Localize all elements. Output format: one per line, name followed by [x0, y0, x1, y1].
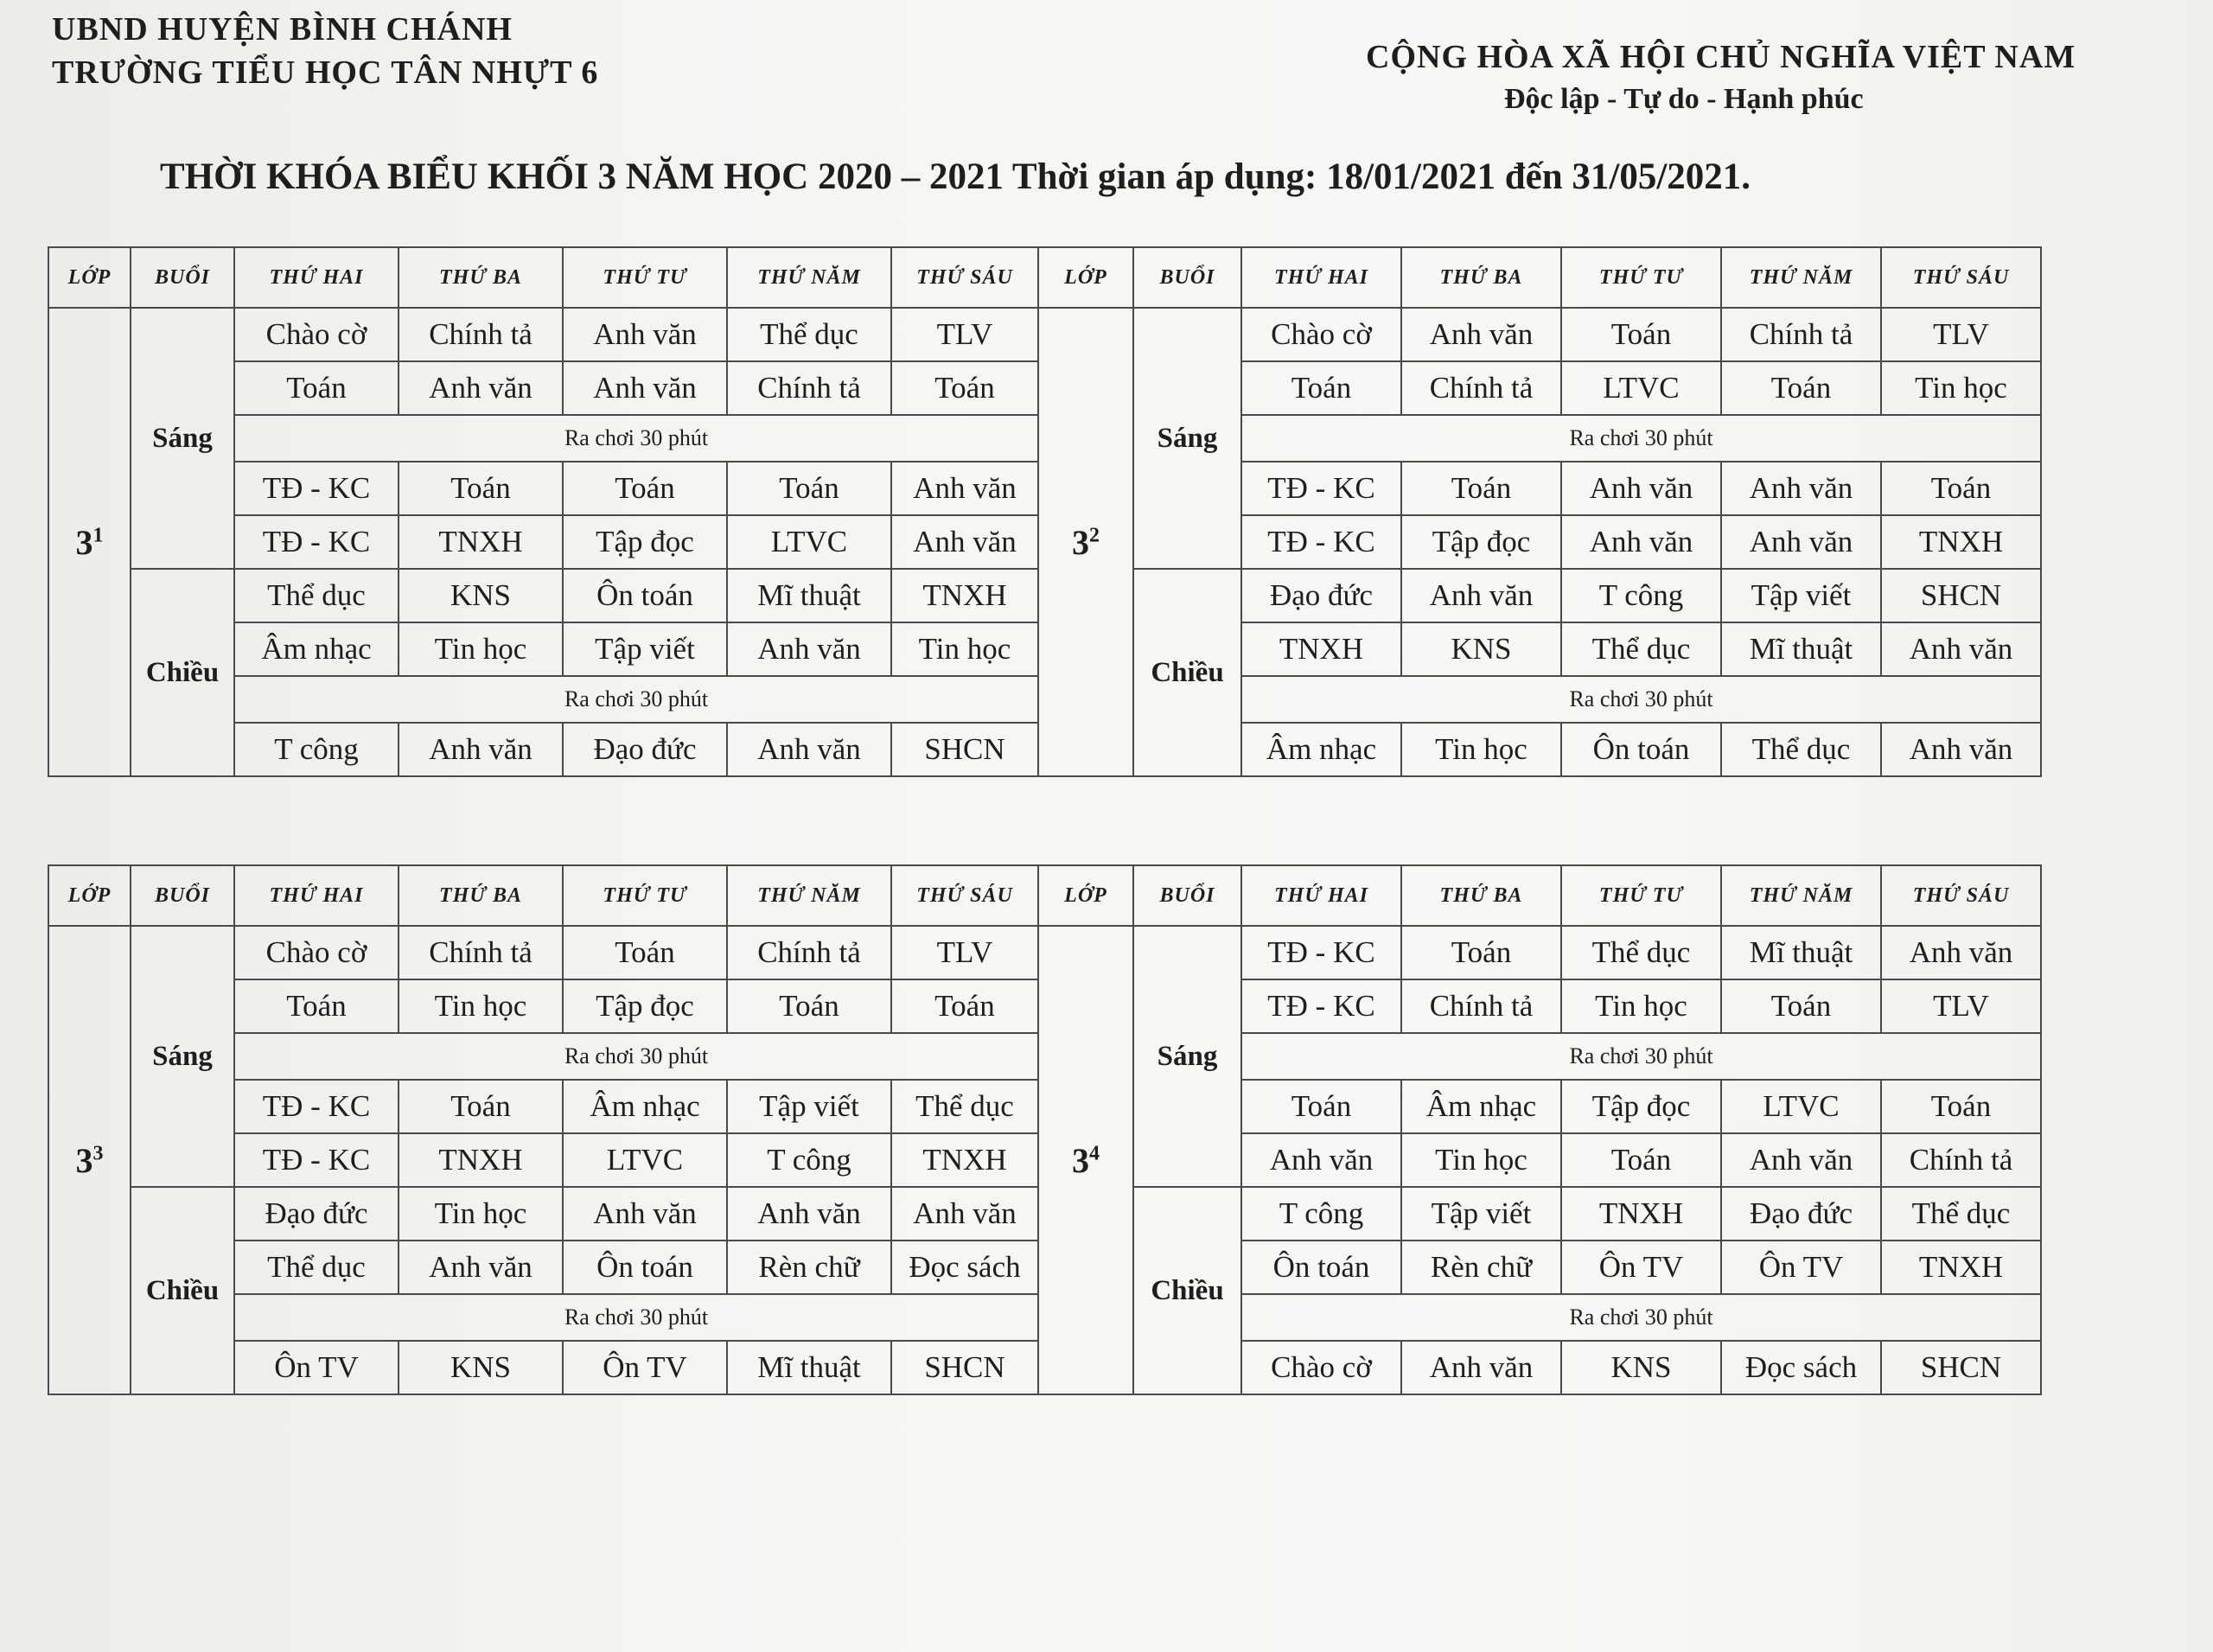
subject-cell: Chào cờ [234, 926, 399, 979]
subject-cell: KNS [399, 569, 563, 622]
subject-cell: Chính tả [727, 926, 891, 979]
column-header-day: THỨ HAI [1241, 865, 1401, 926]
subject-cell: TĐ - KC [234, 462, 399, 515]
subject-cell: Toán [1721, 979, 1881, 1033]
class-label [48, 308, 131, 776]
column-header-class: LỚP [48, 865, 131, 926]
subject-cell: Thể dục [1881, 1187, 2041, 1241]
class-grade: 3 [1072, 1140, 1089, 1180]
subject-cell: Tập viết [727, 1080, 891, 1133]
subject-cell: TLV [891, 926, 1038, 979]
class-label [1038, 308, 1133, 776]
subject-cell: Anh văn [1401, 569, 1561, 622]
subject-cell: T công [234, 723, 399, 776]
class-grade: 3 [75, 1140, 93, 1180]
subject-cell: Thể dục [1561, 622, 1721, 676]
subject-cell: Mĩ thuật [1721, 926, 1881, 979]
timetable-block [48, 864, 2042, 1395]
subject-cell: Anh văn [1881, 723, 2041, 776]
column-header-day: THỨ NĂM [1721, 247, 1881, 308]
subject-cell: Toán [727, 979, 891, 1033]
subject-cell: Chính tả [399, 308, 563, 361]
subject-cell: LTVC [563, 1133, 727, 1187]
subject-cell: Rèn chữ [1401, 1241, 1561, 1294]
subject-cell: Đạo đức [234, 1187, 399, 1241]
subject-cell: TĐ - KC [1241, 462, 1401, 515]
subject-cell: Tập viết [1721, 569, 1881, 622]
subject-cell: Anh văn [727, 622, 891, 676]
subject-cell: Anh văn [727, 1187, 891, 1241]
subject-cell: Chào cờ [234, 308, 399, 361]
subject-cell: Đọc sách [1721, 1341, 1881, 1394]
subject-cell: Anh văn [1561, 462, 1721, 515]
subject-cell: Ôn toán [1241, 1241, 1401, 1294]
column-header-session: BUỔI [131, 247, 234, 308]
subject-cell: Tập đọc [1401, 515, 1561, 569]
subject-cell: TNXH [1881, 1241, 2041, 1294]
subject-cell: Toán [563, 462, 727, 515]
subject-cell: Đạo đức [1241, 569, 1401, 622]
column-header-session: BUỔI [1133, 865, 1241, 926]
subject-cell: Đạo đức [563, 723, 727, 776]
subject-cell: KNS [399, 1341, 563, 1394]
session-morning: Sáng [1133, 308, 1241, 569]
column-header-day: THỨ SÁU [1881, 865, 2041, 926]
break-cell: Ra chơi 30 phút [1241, 676, 2041, 723]
subject-cell: Anh văn [727, 723, 891, 776]
break-cell: Ra chơi 30 phút [1241, 1033, 2041, 1080]
document-title: THỜI KHÓA BIỂU KHỐI 3 NĂM HỌC 2020 – 2021 Thời gian áp dụng: 18/01/2021 đến 31/05/2021. [160, 156, 1751, 197]
subject-cell: Tin học [1561, 979, 1721, 1033]
nation-motto: Độc lập - Tự do - Hạnh phúc [1504, 83, 1864, 115]
subject-cell: TĐ - KC [1241, 515, 1401, 569]
subject-cell: Toán [727, 462, 891, 515]
class-grade: 3 [75, 522, 93, 562]
column-header-day: THỨ BA [399, 865, 563, 926]
subject-cell: LTVC [727, 515, 891, 569]
subject-cell: Tin học [891, 622, 1038, 676]
subject-cell: Anh văn [563, 308, 727, 361]
subject-cell: Anh văn [891, 515, 1038, 569]
period-row [48, 926, 2041, 979]
column-header-day: THỨ NĂM [727, 865, 891, 926]
session-afternoon: Chiều [1133, 1187, 1241, 1394]
column-header-day: THỨ BA [1401, 247, 1561, 308]
class-label [48, 926, 131, 1394]
class-section: 2 [1089, 524, 1100, 547]
subject-cell: Chính tả [1401, 361, 1561, 415]
school-name: TRƯỜNG TIỂU HỌC TÂN NHỰT 6 [52, 54, 599, 91]
subject-cell: Toán [1561, 1133, 1721, 1187]
subject-cell: Toán [1401, 926, 1561, 979]
subject-cell: Toán [1401, 462, 1561, 515]
column-header-day: THỨ BA [399, 247, 563, 308]
subject-cell: Ôn toán [1561, 723, 1721, 776]
subject-cell: Thể dục [891, 1080, 1038, 1133]
subject-cell: Tập đọc [563, 515, 727, 569]
break-cell: Ra chơi 30 phút [234, 415, 1038, 462]
subject-cell: Thể dục [727, 308, 891, 361]
column-header-day: THỨ TƯ [1561, 247, 1721, 308]
subject-cell: SHCN [891, 1341, 1038, 1394]
subject-cell: Toán [891, 979, 1038, 1033]
class-section: 3 [92, 1142, 104, 1165]
subject-cell: TLV [1881, 308, 2041, 361]
timetable-block [48, 246, 2042, 777]
class-section: 4 [1089, 1142, 1100, 1165]
subject-cell: Mĩ thuật [1721, 622, 1881, 676]
session-morning: Sáng [131, 308, 234, 569]
session-afternoon: Chiều [131, 569, 234, 776]
subject-cell: TĐ - KC [1241, 979, 1401, 1033]
subject-cell: Mĩ thuật [727, 1341, 891, 1394]
subject-cell: TĐ - KC [234, 1133, 399, 1187]
column-header-day: THỨ SÁU [1881, 247, 2041, 308]
subject-cell: Ôn TV [234, 1341, 399, 1394]
subject-cell: Toán [1721, 361, 1881, 415]
subject-cell: Anh văn [1401, 1341, 1561, 1394]
period-row [48, 308, 2041, 361]
column-header-class: LỚP [48, 247, 131, 308]
subject-cell: Anh văn [563, 361, 727, 415]
subject-cell: Toán [399, 1080, 563, 1133]
break-cell: Ra chơi 30 phút [1241, 1294, 2041, 1341]
subject-cell: TĐ - KC [234, 515, 399, 569]
break-cell: Ra chơi 30 phút [234, 1033, 1038, 1080]
session-morning: Sáng [1133, 926, 1241, 1187]
break-cell: Ra chơi 30 phút [234, 1294, 1038, 1341]
subject-cell: TĐ - KC [1241, 926, 1401, 979]
column-header-day: THỨ TƯ [563, 247, 727, 308]
subject-cell: Anh văn [1241, 1133, 1401, 1187]
subject-cell: Anh văn [891, 1187, 1038, 1241]
column-header-day: THỨ NĂM [1721, 865, 1881, 926]
subject-cell: Anh văn [1721, 462, 1881, 515]
district-name: UBND HUYỆN BÌNH CHÁNH [52, 11, 513, 48]
subject-cell: Toán [234, 979, 399, 1033]
subject-cell: Anh văn [399, 1241, 563, 1294]
subject-cell: Anh văn [891, 462, 1038, 515]
subject-cell: TNXH [891, 569, 1038, 622]
subject-cell: Âm nhạc [563, 1080, 727, 1133]
subject-cell: Toán [1881, 462, 2041, 515]
subject-cell: Thể dục [1721, 723, 1881, 776]
subject-cell: Tập viết [1401, 1187, 1561, 1241]
subject-cell: Âm nhạc [1241, 723, 1401, 776]
column-header-day: THỨ TƯ [1561, 865, 1721, 926]
subject-cell: Tin học [399, 622, 563, 676]
subject-cell: Âm nhạc [234, 622, 399, 676]
subject-cell: KNS [1561, 1341, 1721, 1394]
subject-cell: TNXH [891, 1133, 1038, 1187]
subject-cell: Toán [1561, 308, 1721, 361]
subject-cell: Toán [891, 361, 1038, 415]
subject-cell: Toán [1241, 361, 1401, 415]
subject-cell: Chào cờ [1241, 308, 1401, 361]
subject-cell: Toán [1241, 1080, 1401, 1133]
subject-cell: Mĩ thuật [727, 569, 891, 622]
subject-cell: Tập đọc [563, 979, 727, 1033]
subject-cell: Tập viết [563, 622, 727, 676]
subject-cell: Chính tả [1721, 308, 1881, 361]
subject-cell: Ôn TV [563, 1341, 727, 1394]
subject-cell: Ôn toán [563, 569, 727, 622]
subject-cell: Anh văn [1561, 515, 1721, 569]
subject-cell: Toán [563, 926, 727, 979]
column-header-class: LỚP [1038, 247, 1133, 308]
break-cell: Ra chơi 30 phút [234, 676, 1038, 723]
subject-cell: Đọc sách [891, 1241, 1038, 1294]
subject-cell: TLV [1881, 979, 2041, 1033]
column-header-day: THỨ SÁU [891, 247, 1038, 308]
column-header-class: LỚP [1038, 865, 1133, 926]
subject-cell: Chính tả [1881, 1133, 2041, 1187]
subject-cell: Anh văn [1881, 622, 2041, 676]
subject-cell: Âm nhạc [1401, 1080, 1561, 1133]
column-header-day: THỨ BA [1401, 865, 1561, 926]
class-label [1038, 926, 1133, 1394]
break-cell: Ra chơi 30 phút [1241, 415, 2041, 462]
subject-cell: LTVC [1721, 1080, 1881, 1133]
subject-cell: Tin học [1401, 1133, 1561, 1187]
subject-cell: Chính tả [399, 926, 563, 979]
subject-cell: Chính tả [1401, 979, 1561, 1033]
column-header-day: THỨ NĂM [727, 247, 891, 308]
column-header-day: THỨ TƯ [563, 865, 727, 926]
subject-cell: Đạo đức [1721, 1187, 1881, 1241]
subject-cell: TNXH [399, 515, 563, 569]
subject-cell: Anh văn [563, 1187, 727, 1241]
subject-cell: Rèn chữ [727, 1241, 891, 1294]
class-grade: 3 [1072, 522, 1089, 562]
subject-cell: Tập đọc [1561, 1080, 1721, 1133]
nation-name: CỘNG HÒA XÃ HỘI CHỦ NGHĨA VIỆT NAM [1366, 39, 2076, 75]
subject-cell: LTVC [1561, 361, 1721, 415]
subject-cell: Anh văn [1881, 926, 2041, 979]
subject-cell: T công [1561, 569, 1721, 622]
subject-cell: Tin học [399, 979, 563, 1033]
subject-cell: Anh văn [1721, 1133, 1881, 1187]
subject-cell: Thể dục [234, 1241, 399, 1294]
subject-cell: Anh văn [1401, 308, 1561, 361]
subject-cell: Chào cờ [1241, 1341, 1401, 1394]
subject-cell: Thể dục [234, 569, 399, 622]
class-section: 1 [92, 524, 104, 547]
subject-cell: Chính tả [727, 361, 891, 415]
subject-cell: Toán [234, 361, 399, 415]
column-header-day: THỨ HAI [234, 247, 399, 308]
subject-cell: Ôn toán [563, 1241, 727, 1294]
subject-cell: Tin học [399, 1187, 563, 1241]
column-header-day: THỨ HAI [1241, 247, 1401, 308]
session-morning: Sáng [131, 926, 234, 1187]
subject-cell: Toán [1881, 1080, 2041, 1133]
subject-cell: SHCN [1881, 1341, 2041, 1394]
subject-cell: Ôn TV [1721, 1241, 1881, 1294]
subject-cell: Anh văn [399, 723, 563, 776]
session-afternoon: Chiều [131, 1187, 234, 1394]
subject-cell: TNXH [1881, 515, 2041, 569]
subject-cell: Thể dục [1561, 926, 1721, 979]
subject-cell: SHCN [891, 723, 1038, 776]
column-header-session: BUỔI [1133, 247, 1241, 308]
subject-cell: Anh văn [399, 361, 563, 415]
session-afternoon: Chiều [1133, 569, 1241, 776]
subject-cell: T công [727, 1133, 891, 1187]
subject-cell: TLV [891, 308, 1038, 361]
subject-cell: Ôn TV [1561, 1241, 1721, 1294]
column-header-session: BUỔI [131, 865, 234, 926]
column-header-day: THỨ SÁU [891, 865, 1038, 926]
subject-cell: TĐ - KC [234, 1080, 399, 1133]
subject-cell: T công [1241, 1187, 1401, 1241]
subject-cell: Tin học [1881, 361, 2041, 415]
subject-cell: Toán [399, 462, 563, 515]
subject-cell: TNXH [1241, 622, 1401, 676]
subject-cell: KNS [1401, 622, 1561, 676]
column-header-day: THỨ HAI [234, 865, 399, 926]
subject-cell: Tin học [1401, 723, 1561, 776]
subject-cell: SHCN [1881, 569, 2041, 622]
subject-cell: TNXH [399, 1133, 563, 1187]
subject-cell: Anh văn [1721, 515, 1881, 569]
subject-cell: TNXH [1561, 1187, 1721, 1241]
